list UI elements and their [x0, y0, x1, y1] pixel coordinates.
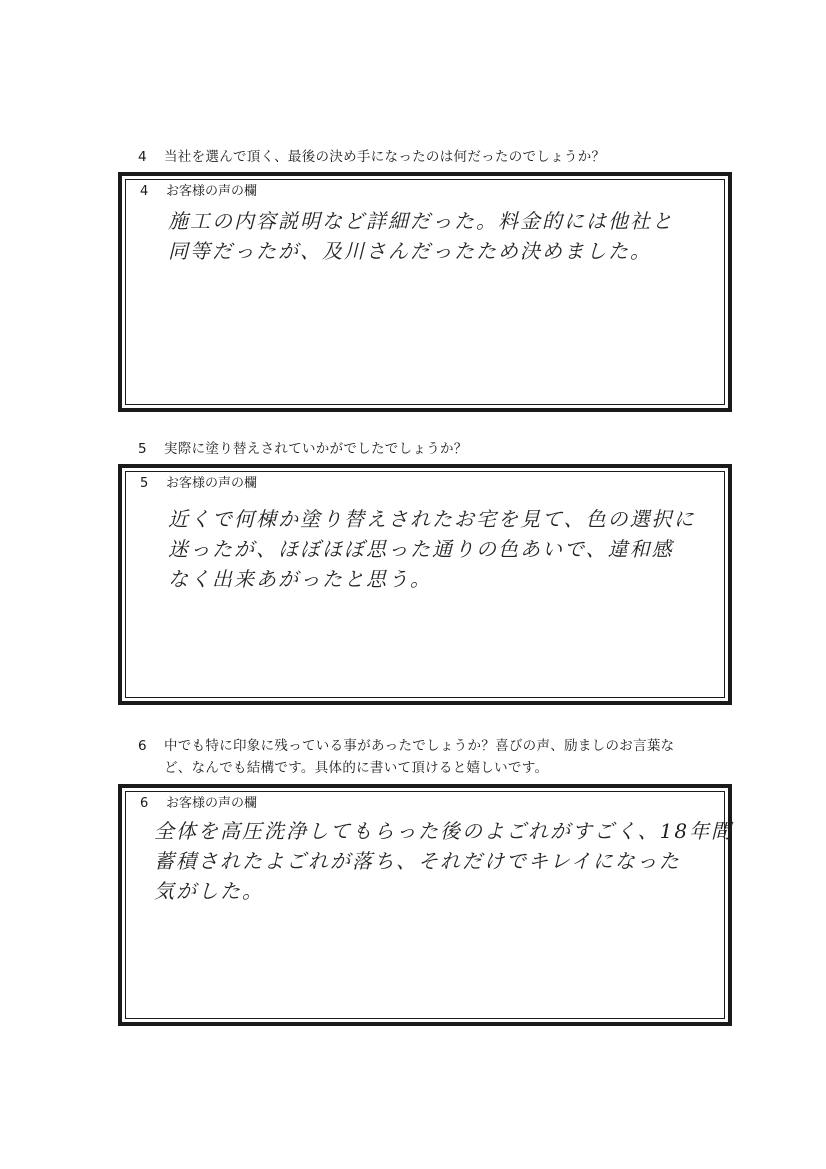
- answer-line: 気がした。: [154, 879, 264, 903]
- box-label-text: お客様の声の欄: [166, 796, 258, 811]
- answer-line: 全体を高圧洗浄してもらった後のよごれがすごく、18年間: [154, 819, 734, 843]
- question-6: [138, 735, 674, 779]
- answer-line: なく出来あがったと思う。: [168, 567, 432, 591]
- question-text-line-2: ど、なんでも結構です。具体的に書いて頂けると嬉しいです。: [164, 760, 549, 776]
- box-label: [140, 180, 257, 199]
- answer-box-6: [118, 784, 732, 1026]
- handwritten-answer: [154, 816, 734, 906]
- answer-line: 近くで何棟か塗り替えされたお宅を見て、色の選択に: [168, 507, 696, 531]
- box-label-text: お客様の声の欄: [166, 184, 258, 199]
- box-label: [140, 472, 257, 491]
- box-label-text: お客様の声の欄: [166, 476, 258, 491]
- question-number: 6: [138, 738, 147, 754]
- question-text-line-1: 中でも特に印象に残っている事があったでしょうか？喜びの声、励ましのお言葉な: [164, 738, 675, 754]
- answer-line: 施工の内容説明など詳細だった。料金的には他社と: [168, 209, 674, 233]
- question-text: 実際に塗り替えされていかがでしたでしょうか？: [164, 441, 468, 457]
- question-number: 4: [138, 149, 147, 165]
- question-number: 5: [138, 441, 147, 457]
- question-text: 当社を選んで頂く、最後の決め手になったのは何だったのでしょうか？: [164, 149, 606, 165]
- handwritten-answer: [168, 504, 710, 594]
- box-number: 5: [140, 476, 149, 491]
- answer-line: 同等だったが、及川さんだったため決めました。: [168, 239, 652, 263]
- answer-box-4: [118, 172, 732, 412]
- answer-line: 蓄積されたよごれが落ち、それだけでキレイになった: [154, 849, 681, 873]
- question-5: [138, 438, 468, 460]
- box-number: 6: [140, 796, 149, 811]
- question-4: [138, 146, 605, 168]
- answer-line: 迷ったが、ほぼほぼ思った通りの色あいで、違和感: [168, 537, 674, 561]
- box-number: 4: [140, 184, 149, 199]
- box-label: [140, 792, 257, 811]
- handwritten-answer: [168, 206, 710, 266]
- answer-box-5: [118, 464, 732, 705]
